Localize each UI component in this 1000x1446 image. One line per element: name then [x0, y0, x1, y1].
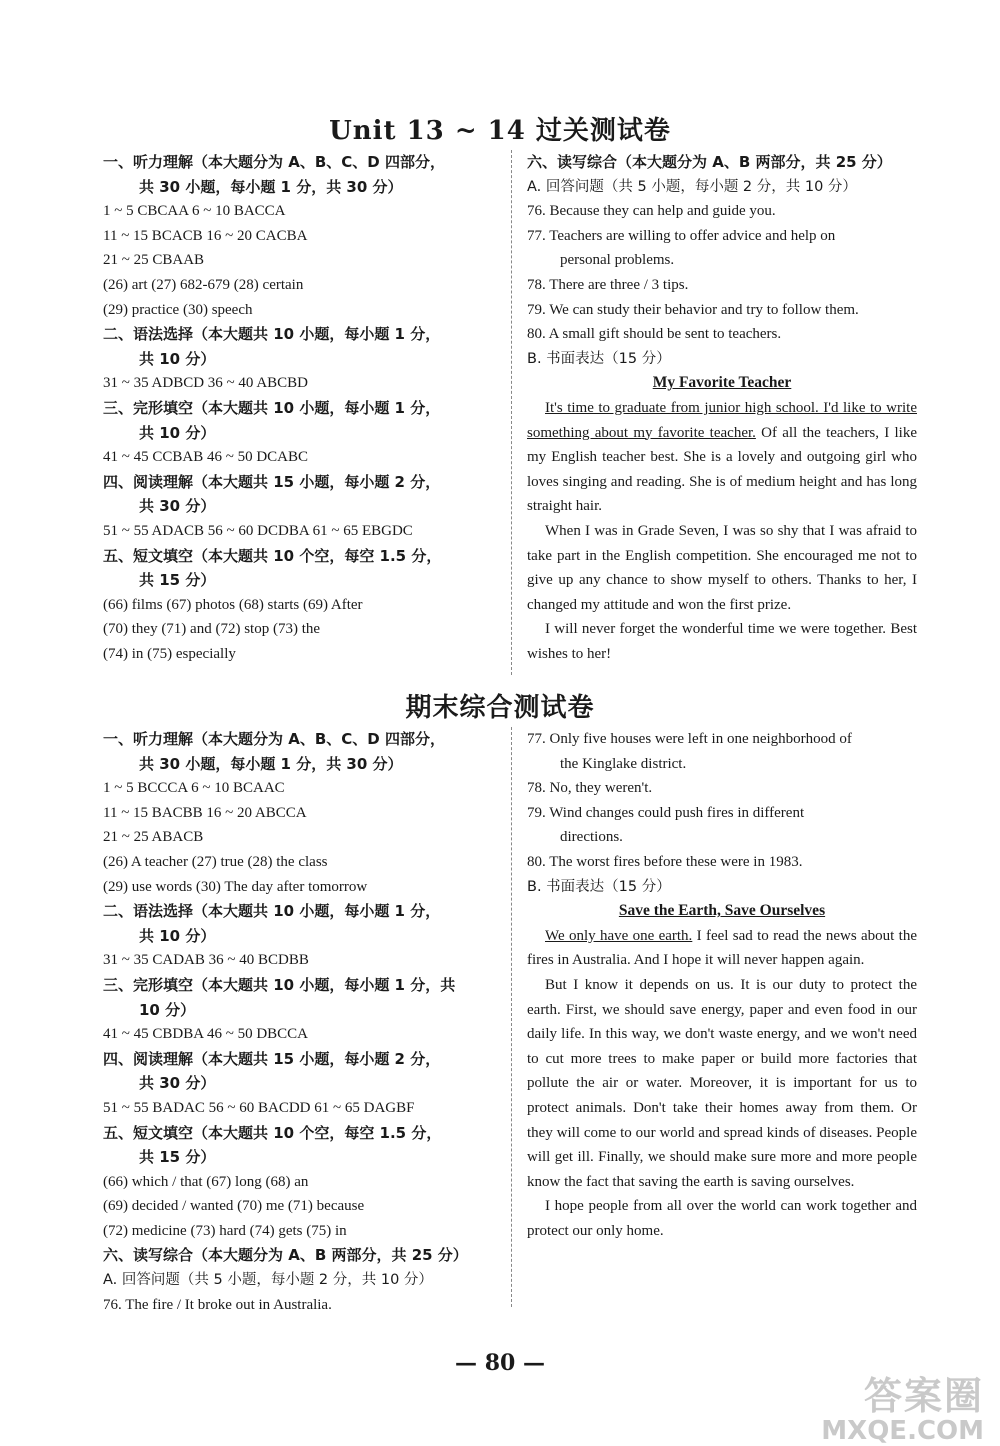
answer-line: 31 ~ 35 CADAB 36 ~ 40 BCDBB — [103, 952, 309, 969]
answer-line: (74) in (75) especially — [103, 645, 236, 662]
column-divider — [511, 150, 512, 675]
answer-line: 11 ~ 15 BACBB 16 ~ 20 ABCCA — [103, 804, 307, 821]
answer-line: (70) they (71) and (72) stop (73) the — [103, 621, 321, 638]
watermark-text: 答案圈 — [863, 1374, 984, 1418]
section-heading: 四、阅读理解（本大题共 15 小题，每小题 2 分， — [103, 1049, 441, 1068]
section-heading: 五、短文填空（本大题共 10 个空，每空 1.5 分， — [103, 546, 442, 565]
subsection-heading: A. 回答问题（共 5 小题，每小题 2 分，共 10 分） — [527, 178, 857, 195]
answer-line: (29) use words (30) The day after tomorrow — [103, 878, 368, 895]
section-heading: 一、听力理解（本大题分为 A、B、C、D 四部分， — [103, 730, 445, 748]
section-heading: 六、读写综合（本大题分为 A、B 两部分，共 25 分） — [527, 153, 892, 171]
section-heading: 共 10 分） — [139, 423, 216, 442]
answer-line: 51 ~ 55 BADAC 56 ~ 60 BACDD 61 ~ 65 DAGBF — [103, 1099, 415, 1116]
essay-underlined-sentence: We only have one earth. — [545, 927, 693, 944]
exam2-left-column — [103, 727, 503, 1317]
exam1-left-column — [103, 150, 503, 666]
exam2-title: 期末综合测试卷 — [405, 693, 595, 723]
answer-line: 41 ~ 45 CCBAB 46 ~ 50 DCABC — [103, 449, 309, 466]
answer-line: 77. Only five houses were left in one neighborhood of — [527, 731, 852, 747]
essay-paragraph — [527, 924, 917, 973]
essay-text: Of all the teachers, I like my English teacher best. She is a lovely and outgoing girl who loves singing and reading. She is of medium height and has long straight hair. — [527, 424, 917, 515]
answer-line: 76. Because they can help and guide you. — [527, 203, 776, 220]
section-heading: 10 分） — [139, 1000, 196, 1019]
exam1-title: Unit 13 ~ 14 过关测试卷 — [329, 116, 671, 146]
essay-paragraph: I will never forget the wonderful time we were together. Best wishes to her! — [527, 621, 917, 662]
subsection-heading: B. 书面表达（15 分） — [527, 878, 671, 895]
answer-line: 21 ~ 25 CBAAB — [103, 252, 205, 269]
section-heading: 共 30 分） — [139, 497, 216, 516]
answer-line: 79. We can study their behavior and try to follow them. — [527, 301, 859, 318]
section-heading: 一、听力理解（本大题分为 A、B、C、D 四部分， — [103, 153, 445, 171]
essay-paragraph: I hope people from all over the world can work together and protect our only home. — [527, 1198, 917, 1239]
section-heading: 共 30 小题，每小题 1 分，共 30 分） — [139, 177, 403, 196]
section-heading: 三、完形填空（本大题共 10 小题，每小题 1 分，共 — [103, 975, 456, 994]
answer-line: 77. Teachers are willing to offer advice and help on — [527, 227, 836, 244]
essay-paragraph: When I was in Grade Seven, I was so shy that I was afraid to take part in the English competition. She encouraged me not to give up any chance to show myself to others. Thanks to her, I changed my attitude and won the first prize. — [527, 522, 917, 613]
answer-line: (72) medicine (73) hard (74) gets (75) in — [103, 1222, 347, 1239]
section-heading: 共 30 小题，每小题 1 分，共 30 分） — [139, 754, 403, 773]
essay-title: My Favorite Teacher — [652, 374, 792, 392]
answer-line: 79. Wind changes could push fires in different — [527, 804, 805, 821]
essay-paragraph — [527, 396, 917, 519]
answer-line: 80. The worst fires before these were in 1983. — [527, 853, 803, 870]
exam2-right-column — [527, 727, 917, 1243]
section-heading: 共 30 分） — [139, 1074, 216, 1093]
answer-line: 76. The fire / It broke out in Australia. — [103, 1296, 332, 1313]
answer-line: 11 ~ 15 BCACB 16 ~ 20 CACBA — [103, 227, 308, 244]
answer-line: the Kinglake district. — [560, 755, 687, 772]
section-heading: 三、完形填空（本大题共 10 小题，每小题 1 分， — [103, 398, 441, 417]
answer-line: (29) practice (30) speech — [103, 301, 253, 318]
section-heading: 四、阅读理解（本大题共 15 小题，每小题 2 分， — [103, 472, 441, 491]
section-heading: 二、语法选择（本大题共 10 小题，每小题 1 分， — [103, 902, 441, 921]
essay-title: Save the Earth, Save Ourselves — [618, 902, 826, 920]
page-number: — 80 — — [455, 1350, 545, 1376]
essay-underlined-sentence: It's time to graduate from junior high school. I'd like to write something about my favorite teacher. — [527, 399, 917, 441]
answer-line: (69) decided / wanted (70) me (71) because — [103, 1198, 365, 1215]
watermark-logo — [821, 1365, 984, 1446]
answer-line: 78. No, they weren't. — [527, 780, 653, 797]
answer-line: directions. — [560, 829, 623, 846]
section-heading: 五、短文填空（本大题共 10 个空，每空 1.5 分， — [103, 1123, 442, 1142]
answer-line: 31 ~ 35 ADBCD 36 ~ 40 ABCBD — [103, 375, 309, 392]
subsection-heading: B. 书面表达（15 分） — [527, 350, 671, 367]
column-divider — [511, 727, 512, 1307]
answer-line: (66) which / that (67) long (68) an — [103, 1173, 309, 1190]
answer-line: 78. There are three / 3 tips. — [527, 276, 689, 293]
answer-line: 51 ~ 55 ADACB 56 ~ 60 DCDBA 61 ~ 65 EBGDC — [103, 522, 413, 539]
section-heading: 共 15 分） — [139, 1148, 216, 1167]
answer-line: 1 ~ 5 CBCAA 6 ~ 10 BACCA — [103, 203, 286, 220]
answer-line: 1 ~ 5 BCCCA 6 ~ 10 BCAAC — [103, 780, 285, 797]
essay-text: I feel sad to read the news about the fires in Australia. And I hope it will never happen again. — [527, 927, 917, 969]
section-heading: 共 10 分） — [139, 349, 216, 368]
answer-line: (26) A teacher (27) true (28) the class — [103, 853, 328, 870]
subsection-heading: A. 回答问题（共 5 小题，每小题 2 分，共 10 分） — [103, 1272, 433, 1289]
section-heading: 共 10 分） — [139, 926, 216, 945]
watermark-url: MXQE.COM — [821, 1416, 984, 1446]
answer-line: 41 ~ 45 CBDBA 46 ~ 50 DBCCA — [103, 1026, 309, 1043]
section-heading: 六、读写综合（本大题分为 A、B 两部分，共 25 分） — [103, 1246, 468, 1265]
essay-paragraph: But I know it depends on us. It is our duty to protect the earth. First, we should save energy, paper and even food in our daily life. In this way, we don't waste energy, and we won't need to cut more trees to make paper or build more factories that pollute the air or water. Moreover, it is important for us to protect animals. Don't take their homes away from them. Or they will come to our world and spread kinds of diseases. People will get ill. Finally, we should make sure more and more people know the fact that saving the earth is saving ourselves. — [527, 976, 917, 1190]
exam1-right-column — [527, 150, 917, 666]
answer-line: personal problems. — [560, 252, 675, 269]
answer-line: (66) films (67) photos (68) starts (69) After — [103, 596, 363, 613]
section-heading: 共 15 分） — [139, 571, 216, 590]
answer-line: 21 ~ 25 ABACB — [103, 829, 204, 846]
section-heading: 二、语法选择（本大题共 10 小题，每小题 1 分， — [103, 325, 441, 344]
answer-line: (26) art (27) 682-679 (28) certain — [103, 276, 304, 293]
answer-line: 80. A small gift should be sent to teachers. — [527, 326, 782, 343]
